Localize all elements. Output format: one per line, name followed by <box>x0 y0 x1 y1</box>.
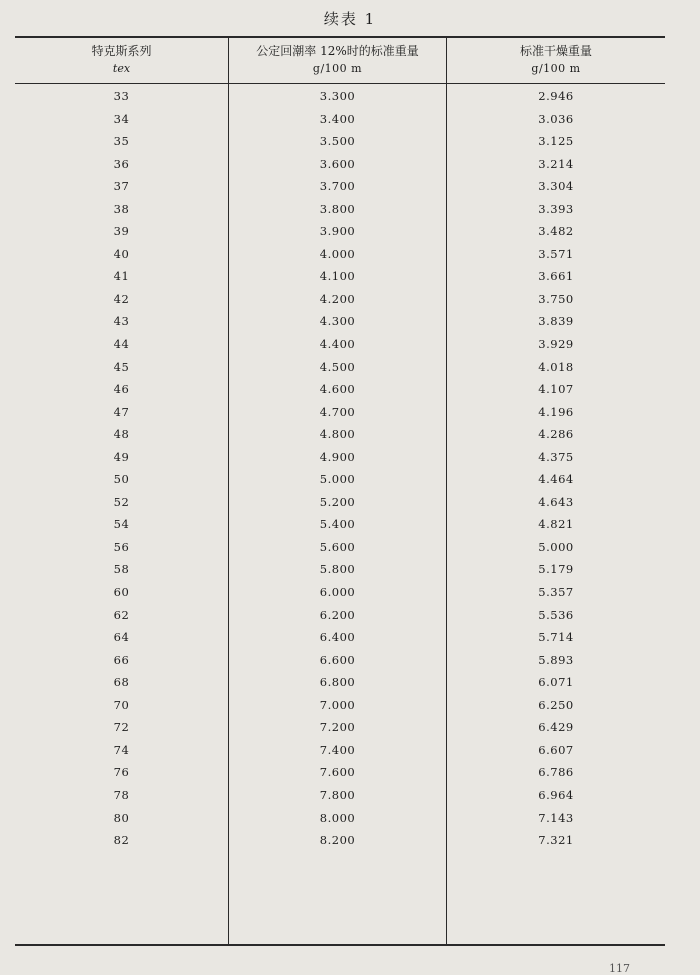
table-row <box>15 740 665 763</box>
tex-value: 40 <box>113 246 130 261</box>
dry-weight-value: 5.893 <box>538 652 574 667</box>
dry-weight-value: 6.429 <box>538 720 574 735</box>
standard-weight-value: 6.800 <box>319 675 356 690</box>
dry-weight-value: 4.196 <box>538 404 574 419</box>
tex-value: 37 <box>113 179 130 194</box>
standard-weight-value: 4.900 <box>319 449 356 464</box>
table-row <box>15 808 665 831</box>
table-row <box>15 131 665 154</box>
table-top-rule <box>15 36 665 38</box>
tex-value: 76 <box>113 765 130 780</box>
dry-weight-value: 5.536 <box>538 607 574 622</box>
standard-weight-value: 3.300 <box>319 89 356 103</box>
tex-value: 33 <box>113 89 130 103</box>
standard-weight-value: 6.600 <box>319 652 356 667</box>
tex-value: 48 <box>113 427 130 442</box>
tex-value: 80 <box>113 810 130 825</box>
table-row <box>15 695 665 718</box>
standard-weight-value: 5.000 <box>319 472 356 487</box>
dry-weight-value: 3.839 <box>538 314 574 329</box>
tex-value: 45 <box>113 359 130 374</box>
tex-value: 72 <box>113 720 130 735</box>
standard-weight-value: 4.800 <box>319 427 356 442</box>
dry-weight-value: 3.304 <box>538 179 574 194</box>
dry-weight-value: 4.643 <box>538 494 574 509</box>
tex-value: 82 <box>113 833 130 848</box>
dry-weight-value: 3.214 <box>538 156 574 171</box>
header-unit: g/100 m <box>531 62 581 75</box>
standard-weight-value: 8.200 <box>319 833 356 848</box>
table-row <box>15 266 665 289</box>
tex-value: 49 <box>113 449 130 464</box>
dry-weight-value: 3.393 <box>538 201 574 216</box>
table-row <box>15 379 665 402</box>
tex-value: 41 <box>113 269 130 284</box>
table-row <box>15 447 665 470</box>
standard-weight-value: 3.900 <box>319 224 356 239</box>
page-title: 续表 1 <box>323 10 377 28</box>
tex-value: 50 <box>113 472 130 487</box>
dry-weight-value: 4.018 <box>538 359 574 374</box>
standard-weight-value: 3.400 <box>319 111 356 126</box>
table-row <box>15 514 665 537</box>
table-row <box>15 672 665 695</box>
standard-weight-value: 7.800 <box>319 787 356 802</box>
header-tex-series <box>15 42 228 78</box>
tex-value: 44 <box>113 337 130 352</box>
dry-weight-value: 2.946 <box>538 89 574 103</box>
table-row <box>15 86 665 109</box>
table-header-rule <box>15 83 665 84</box>
tex-value: 68 <box>113 675 130 690</box>
dry-weight-value: 3.482 <box>538 224 574 239</box>
table-row <box>15 334 665 357</box>
dry-weight-value: 6.607 <box>538 742 574 757</box>
standard-weight-value: 4.100 <box>319 269 356 284</box>
standard-weight-value: 5.400 <box>319 517 356 532</box>
table-bottom-rule <box>15 944 665 946</box>
dry-weight-value: 4.464 <box>538 472 574 487</box>
tex-value: 39 <box>113 224 130 239</box>
dry-weight-value: 7.143 <box>538 810 574 825</box>
tex-value: 36 <box>113 156 130 171</box>
standard-weight-value: 7.400 <box>319 742 356 757</box>
dry-weight-value: 5.000 <box>538 539 574 554</box>
table-body <box>15 86 665 853</box>
table-row <box>15 357 665 380</box>
dry-weight-value: 4.821 <box>538 517 574 532</box>
table-row <box>15 469 665 492</box>
standard-weight-value: 7.000 <box>319 697 356 712</box>
header-label: 公定回潮率 12%时的标准重量 <box>256 44 419 58</box>
standard-weight-value: 3.600 <box>319 156 356 171</box>
table-row <box>15 492 665 515</box>
table-row <box>15 830 665 853</box>
data-table <box>15 36 665 946</box>
dry-weight-value: 6.071 <box>538 675 574 690</box>
tex-value: 58 <box>113 562 130 577</box>
dry-weight-value: 5.714 <box>538 630 574 645</box>
page-number: 117 <box>609 962 630 975</box>
table-row <box>15 582 665 605</box>
standard-weight-value: 5.800 <box>319 562 356 577</box>
header-dry-weight <box>447 42 665 78</box>
tex-value: 52 <box>113 494 130 509</box>
standard-weight-value: 4.000 <box>319 246 356 261</box>
dry-weight-value: 4.107 <box>538 382 574 397</box>
table-row <box>15 650 665 673</box>
table-row <box>15 221 665 244</box>
dry-weight-value: 6.250 <box>538 697 574 712</box>
dry-weight-value: 3.125 <box>538 134 574 149</box>
dry-weight-value: 6.786 <box>538 765 574 780</box>
standard-weight-value: 5.600 <box>319 539 356 554</box>
standard-weight-value: 4.600 <box>319 382 356 397</box>
tex-value: 35 <box>113 134 130 149</box>
standard-weight-value: 7.200 <box>319 720 356 735</box>
table-row <box>15 559 665 582</box>
dry-weight-value: 5.357 <box>538 585 574 600</box>
header-unit: tex <box>112 62 131 75</box>
table-row <box>15 402 665 425</box>
tex-value: 78 <box>113 787 130 802</box>
dry-weight-value: 4.286 <box>538 427 574 442</box>
dry-weight-value: 3.750 <box>538 291 574 306</box>
table-row <box>15 627 665 650</box>
table-row <box>15 311 665 334</box>
tex-value: 54 <box>113 517 130 532</box>
tex-value: 46 <box>113 382 130 397</box>
header-unit: g/100 m <box>312 62 363 75</box>
dry-weight-value: 5.179 <box>538 562 574 577</box>
standard-weight-value: 4.700 <box>319 404 356 419</box>
tex-value: 60 <box>113 585 130 600</box>
table-row <box>15 244 665 267</box>
table-row <box>15 605 665 628</box>
table-row <box>15 785 665 808</box>
tex-value: 70 <box>113 697 130 712</box>
header-label: 标准干燥重量 <box>519 44 592 58</box>
dry-weight-value: 7.321 <box>538 833 574 848</box>
table-row <box>15 424 665 447</box>
standard-weight-value: 3.800 <box>319 201 356 216</box>
tex-value: 43 <box>113 314 130 329</box>
dry-weight-value: 3.036 <box>538 111 574 126</box>
dry-weight-value: 3.929 <box>538 337 574 352</box>
standard-weight-value: 7.600 <box>319 765 356 780</box>
standard-weight-value: 6.200 <box>319 607 356 622</box>
standard-weight-value: 3.700 <box>319 179 356 194</box>
table-row <box>15 762 665 785</box>
tex-value: 47 <box>113 404 130 419</box>
table-row <box>15 154 665 177</box>
standard-weight-value: 4.200 <box>319 291 356 306</box>
standard-weight-value: 5.200 <box>319 494 356 509</box>
tex-value: 74 <box>113 742 130 757</box>
table-row <box>15 717 665 740</box>
dry-weight-value: 3.661 <box>538 269 574 284</box>
table-row <box>15 289 665 312</box>
standard-weight-value: 8.000 <box>319 810 356 825</box>
standard-weight-value: 4.400 <box>319 337 356 352</box>
tex-value: 64 <box>113 630 130 645</box>
header-label: 特克斯系列 <box>91 44 152 58</box>
standard-weight-value: 6.000 <box>319 585 356 600</box>
tex-value: 62 <box>113 607 130 622</box>
dry-weight-value: 6.964 <box>538 787 574 802</box>
tex-value: 34 <box>113 111 130 126</box>
tex-value: 66 <box>113 652 130 667</box>
table-row <box>15 109 665 132</box>
standard-weight-value: 3.500 <box>319 134 356 149</box>
tex-value: 38 <box>113 201 130 216</box>
table-row <box>15 176 665 199</box>
dry-weight-value: 3.571 <box>538 246 574 261</box>
standard-weight-value: 6.400 <box>319 630 356 645</box>
standard-weight-value: 4.300 <box>319 314 356 329</box>
tex-value: 42 <box>113 291 130 306</box>
table-row <box>15 537 665 560</box>
table-row <box>15 199 665 222</box>
header-standard-weight <box>229 42 446 78</box>
tex-value: 56 <box>113 539 130 554</box>
standard-weight-value: 4.500 <box>319 359 356 374</box>
dry-weight-value: 4.375 <box>538 449 574 464</box>
